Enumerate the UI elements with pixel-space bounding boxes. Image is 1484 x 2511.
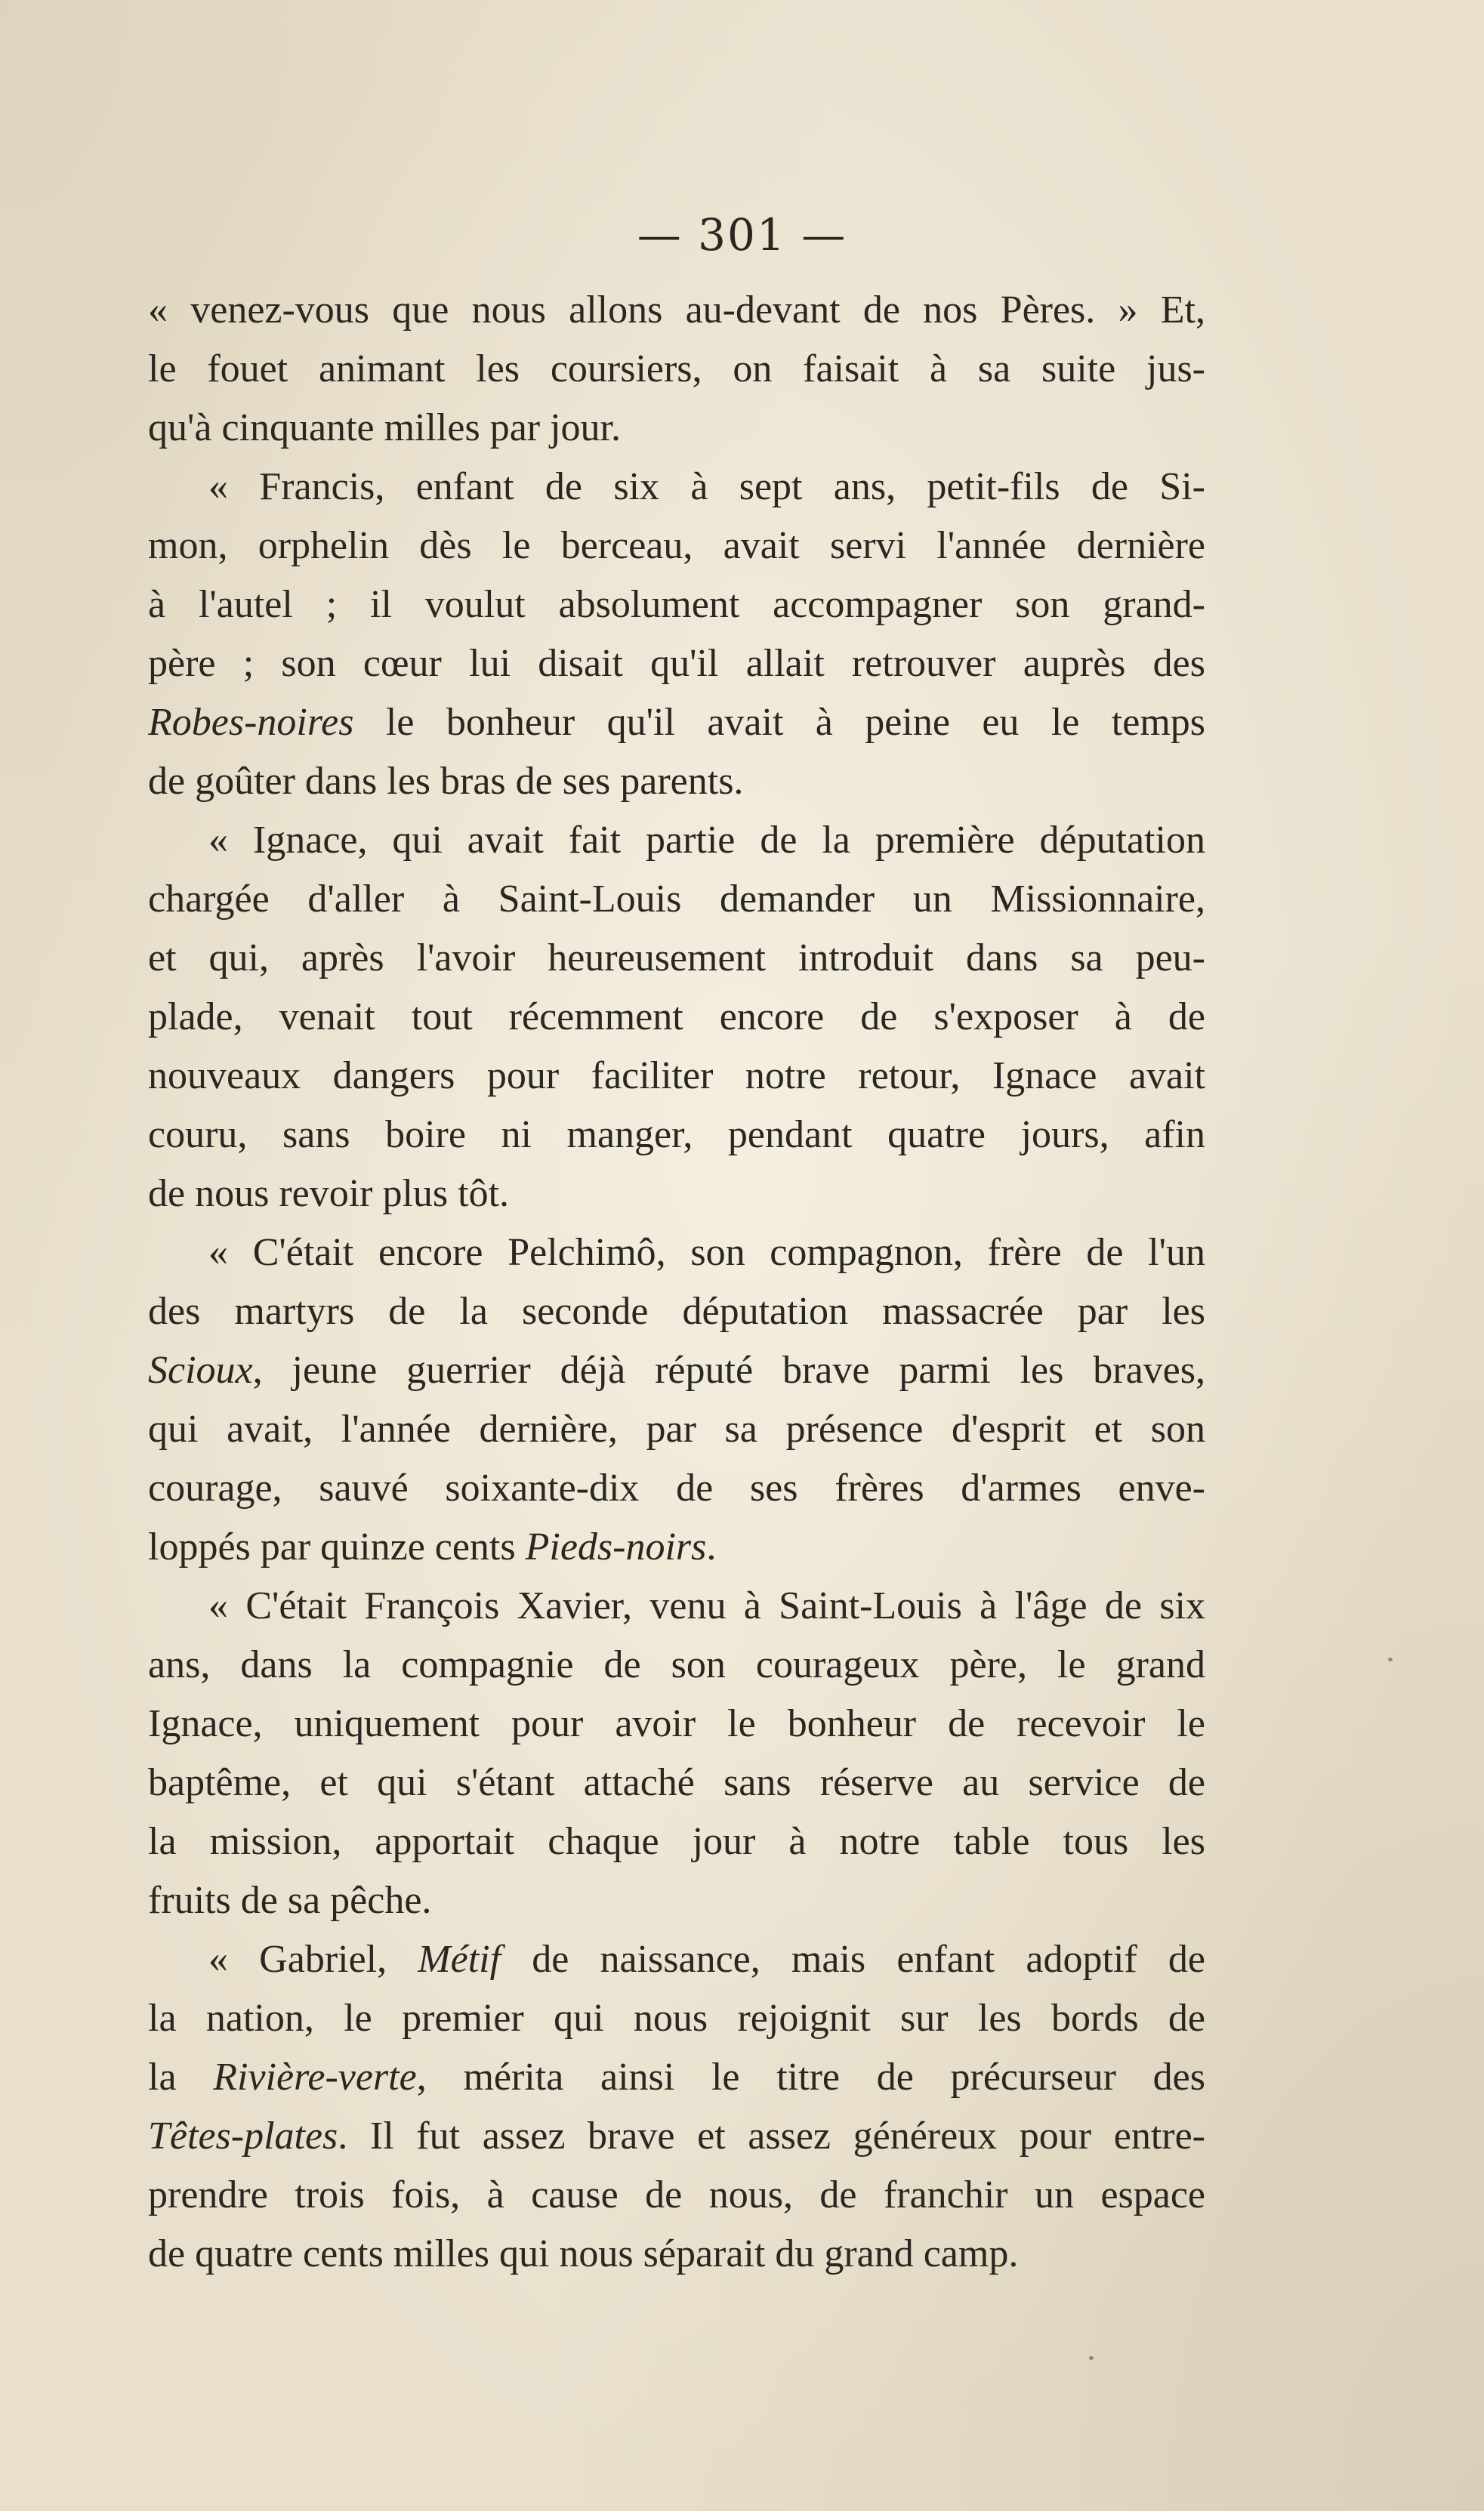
text-line (148, 693, 1205, 752)
text-run: ans, dans la compagnie de son courageux père, le grand (148, 1643, 1205, 1686)
text-run: de quatre cents milles qui nous séparait du grand camp. (148, 2232, 1019, 2275)
text-line (148, 2225, 1205, 2284)
text-run: la mission, apportait chaque jour à notre table tous les (148, 1820, 1205, 1863)
text-run: . Il fut assez brave et assez généreux pour entre- (338, 2115, 1205, 2158)
text-line (148, 752, 1205, 811)
paper-speck (1388, 1658, 1393, 1661)
text-run: de nous revoir plus tôt. (148, 1172, 510, 1215)
text-line (148, 2107, 1205, 2166)
text-line (148, 1518, 1205, 1577)
italic-text: Robes-noires (148, 701, 354, 744)
italic-text: Scioux (148, 1349, 253, 1392)
text-line (148, 517, 1205, 575)
text-run: « Ignace, qui avait fait partie de la première députation (208, 819, 1205, 862)
text-run: le bonheur qu'il avait à peine eu le temps (353, 701, 1205, 744)
text-run: nouveaux dangers pour faciliter notre retour, Ignace avait (148, 1054, 1205, 1097)
text-run: Ignace, uniquement pour avoir le bonheur de recevoir le (148, 1702, 1205, 1745)
text-line (148, 1341, 1205, 1400)
text-line (148, 1695, 1205, 1754)
text-line (148, 281, 1205, 340)
text-line (148, 811, 1205, 870)
text-line (148, 1989, 1205, 2048)
text-run: à l'autel ; il voulut absolument accompagner son grand- (148, 583, 1205, 626)
text-line (148, 1754, 1205, 1812)
text-line (148, 870, 1205, 929)
text-run: fruits de sa pêche. (148, 1879, 432, 1922)
text-run: la (148, 2056, 214, 2099)
text-run: la nation, le premier qui nous rejoignit sur les bords de (148, 1997, 1205, 2040)
text-run: baptême, et qui s'étant attaché sans réserve au service de (148, 1761, 1205, 1804)
text-run: chargée d'aller à Saint-Louis demander un Missionnaire, (148, 878, 1205, 921)
text-line (148, 1812, 1205, 1871)
text-line (148, 2166, 1205, 2225)
text-line (148, 399, 1205, 458)
text-line (148, 340, 1205, 399)
text-line (148, 1577, 1205, 1636)
text-run: , mérita ainsi le titre de précurseur des (416, 2056, 1205, 2099)
text-run: courage, sauvé soixante-dix de ses frères d'armes enve- (148, 1467, 1205, 1510)
text-line (148, 1282, 1205, 1341)
text-run: père ; son cœur lui disait qu'il allait retrouver auprès des (148, 642, 1205, 685)
italic-text: Rivière-verte (213, 2056, 417, 2099)
text-line (148, 458, 1205, 517)
text-run: « Gabriel, (208, 1938, 418, 1981)
text-line (148, 1636, 1205, 1695)
text-run: « C'était François Xavier, venu à Saint-Louis à l'âge de six (208, 1584, 1205, 1627)
text-line (148, 1047, 1205, 1106)
text-run: loppés par quinze cents (148, 1525, 526, 1569)
page-number: — 301 — (637, 209, 847, 261)
body-text (148, 281, 1205, 2284)
text-run: qui avait, l'année dernière, par sa présence d'esprit et son (148, 1408, 1205, 1451)
text-line (148, 1459, 1205, 1518)
text-run: prendre trois fois, à cause de nous, de franchir un espace (148, 2173, 1205, 2216)
italic-text: Pieds-noirs (525, 1525, 707, 1569)
text-run: couru, sans boire ni manger, pendant quatre jours, afin (148, 1113, 1205, 1156)
text-line (148, 1223, 1205, 1282)
text-run: mon, orphelin dès le berceau, avait servi l'année dernière (148, 524, 1205, 567)
text-line (148, 988, 1205, 1047)
text-line (148, 634, 1205, 693)
text-run: plade, venait tout récemment encore de s'exposer à de (148, 995, 1205, 1038)
text-run: « C'était encore Pelchimô, son compagnon, frère de l'un (208, 1231, 1205, 1274)
text-run: « Francis, enfant de six à sept ans, petit-fils de Si- (208, 465, 1205, 508)
text-line (148, 1871, 1205, 1930)
text-line (148, 2048, 1205, 2107)
text-line (148, 1106, 1205, 1164)
text-line (148, 1930, 1205, 1989)
text-run: , jeune guerrier déjà réputé brave parmi les braves, (252, 1349, 1205, 1392)
text-run: le fouet animant les coursiers, on faisait à sa suite jus- (148, 347, 1205, 390)
text-line (148, 1164, 1205, 1223)
italic-text: Têtes-plates (148, 2115, 338, 2158)
text-line (148, 929, 1205, 988)
italic-text: Métif (418, 1938, 501, 1981)
text-run: qu'à cinquante milles par jour. (148, 406, 621, 449)
text-run: . (706, 1525, 717, 1569)
text-line (148, 1400, 1205, 1459)
text-run: de goûter dans les bras de ses parents. (148, 760, 744, 803)
paper-speck (1089, 2356, 1094, 2360)
text-run: des martyrs de la seconde députation massacrée par les (148, 1290, 1205, 1333)
text-run: et qui, après l'avoir heureusement introduit dans sa peu- (148, 936, 1205, 979)
text-run: « venez-vous que nous allons au-devant de nos Pères. » Et, (148, 288, 1205, 332)
text-run: de naissance, mais enfant adoptif de (501, 1938, 1205, 1981)
text-line (148, 575, 1205, 634)
